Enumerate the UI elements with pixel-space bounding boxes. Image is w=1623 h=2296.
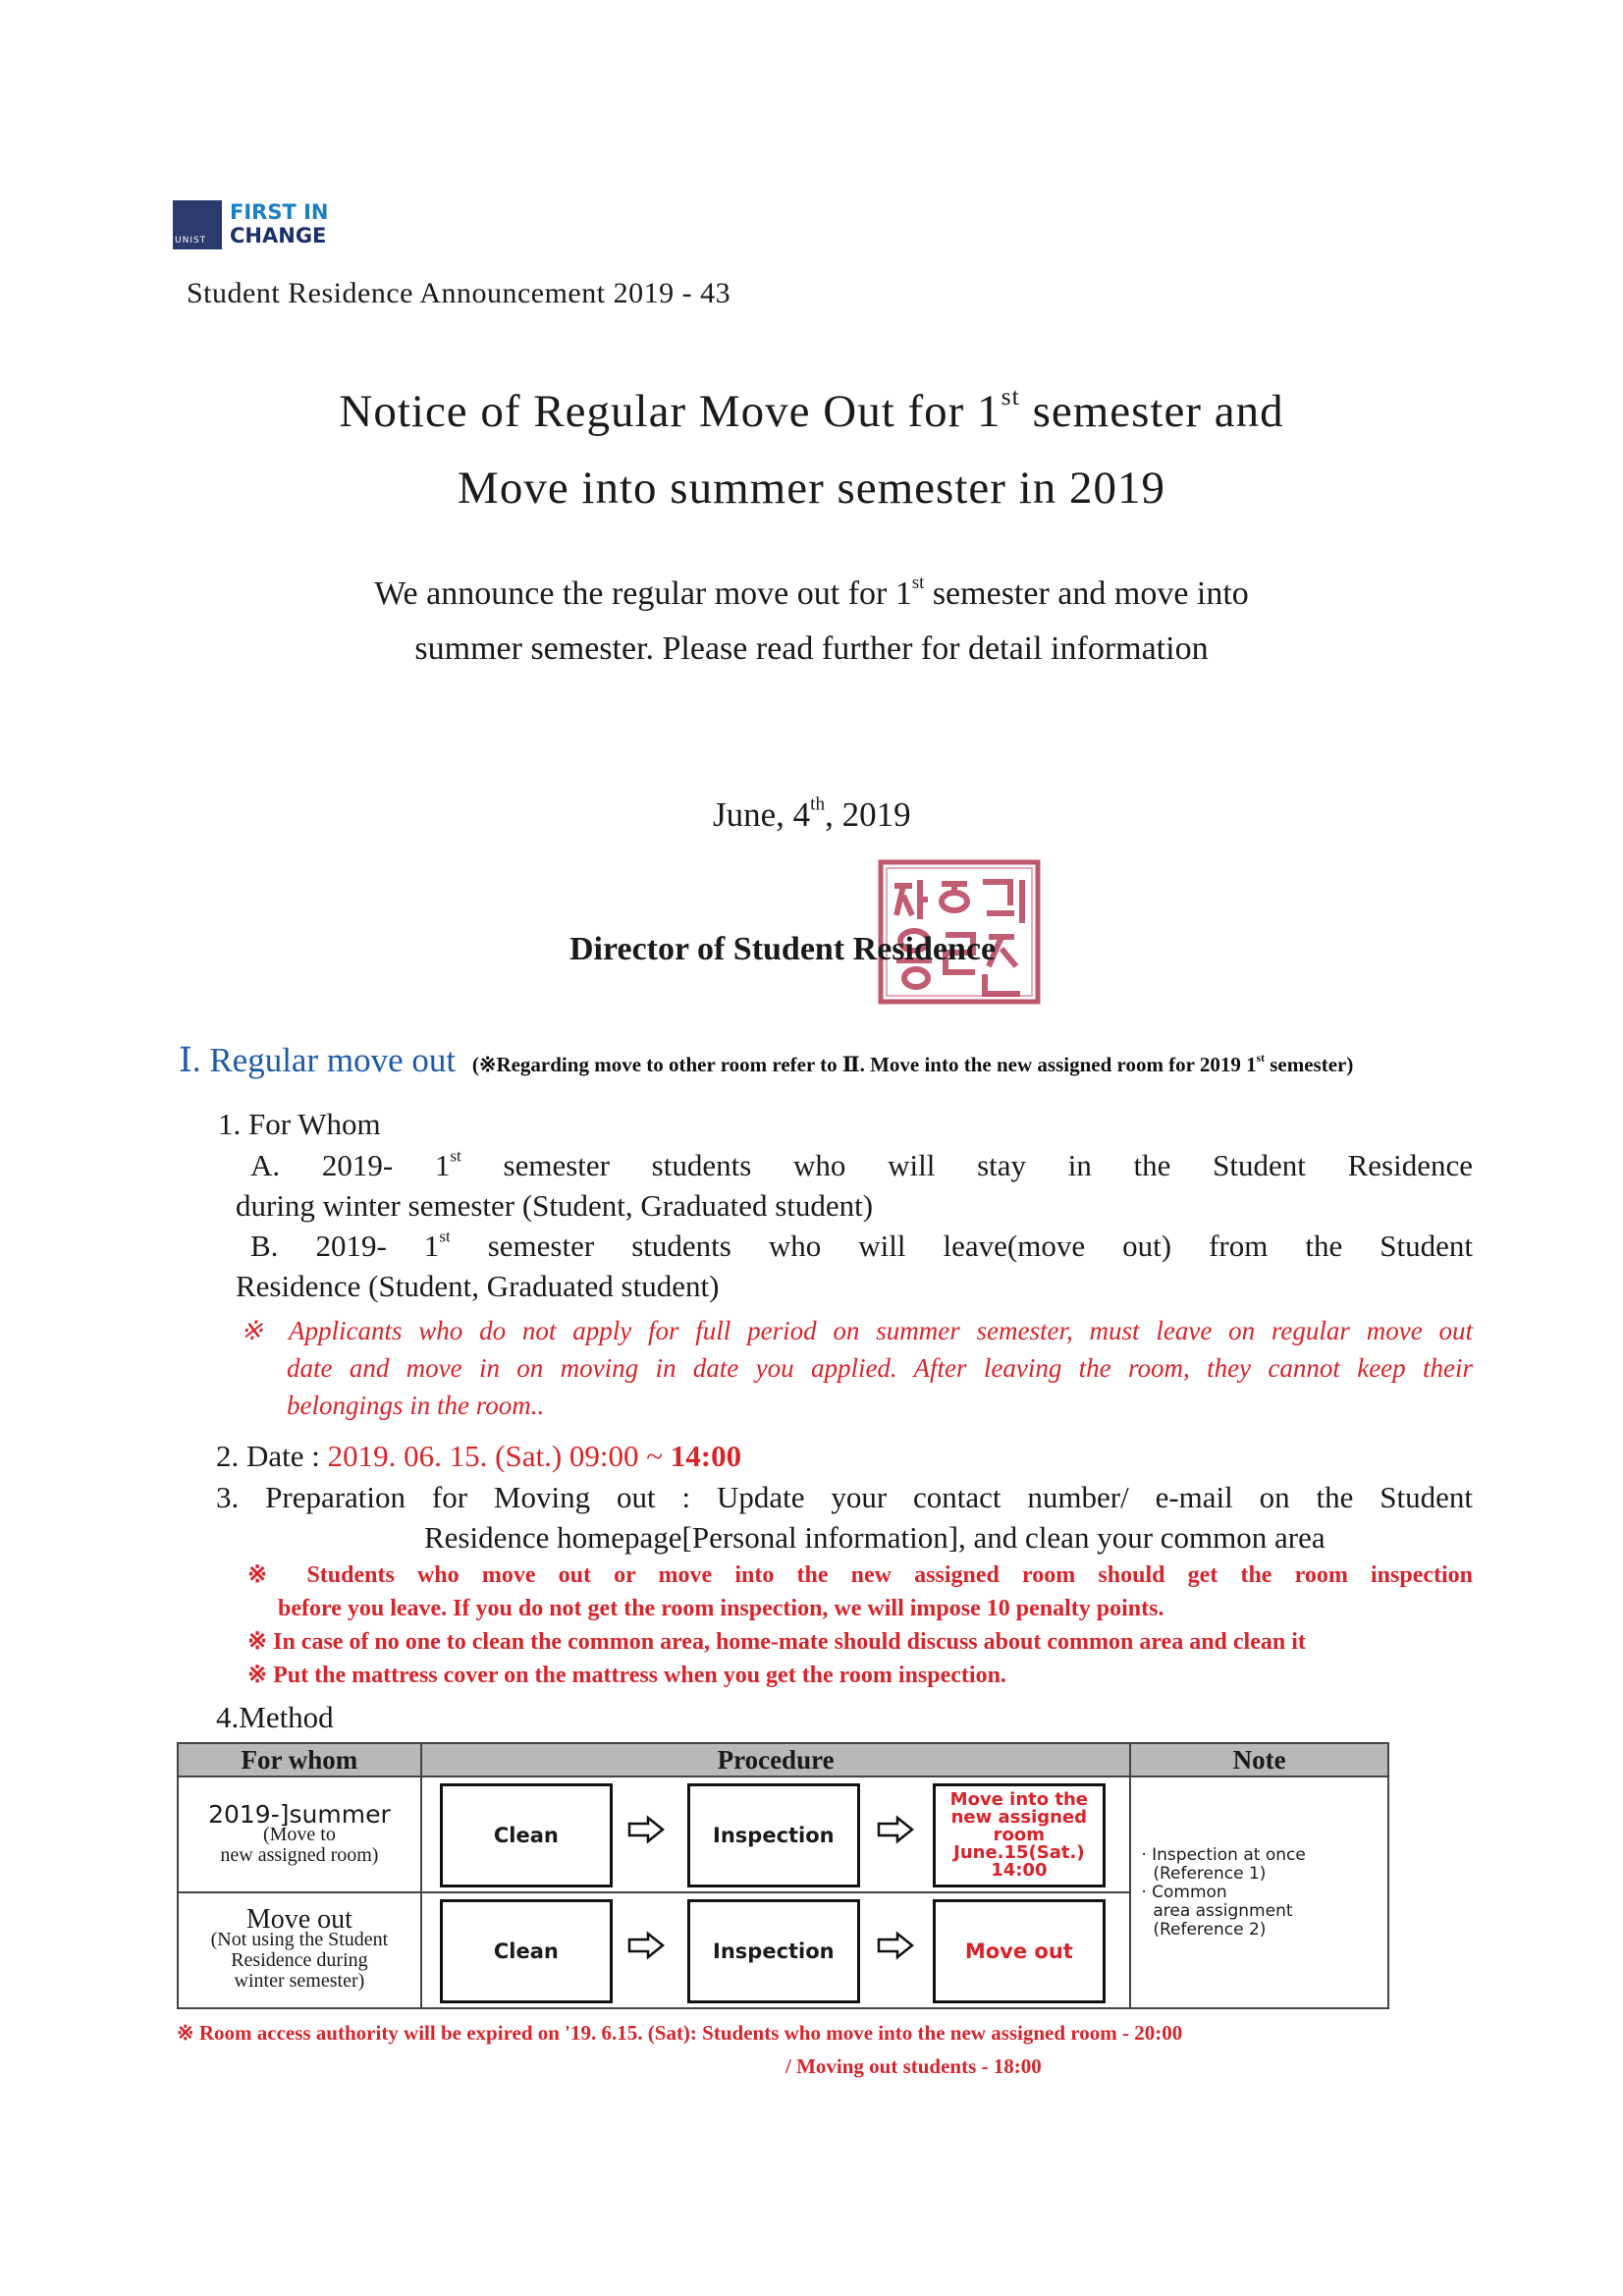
method-table: [177, 1742, 1389, 2009]
announcement-number: Student Residence Announcement 2019 - 43: [187, 277, 731, 309]
intro-line-2: summer semester. Please read further for detail information: [414, 630, 1209, 667]
unist-logo-mark: [173, 200, 222, 249]
mattress-cover-warning: ※ Put the mattress cover on the mattress when you get the room inspection.: [247, 1663, 1006, 1688]
for-whom-a-line-1: A. 2019- 1st semester students who will stay in the Student Residence: [250, 1146, 1473, 1182]
access-expiry-note-line-1: ※ Room access authority will be expired on '19. 6.15. (Sat): Students who move into the new assigned room - 20:00: [177, 2021, 1183, 2045]
applicant-warning-line-2: date and move in on moving in date you applied. After leaving the room, they cannot keep their: [287, 1353, 1473, 1383]
inspection-warning-line-2: before you leave. If you do not get the room inspection, we will impose 10 penalty points.: [278, 1596, 1164, 1621]
move-out-date: 2. Date : 2019. 06. 15. (Sat.) 09:00 ~ 14:00: [216, 1439, 742, 1473]
unist-logo-text: [230, 200, 328, 247]
intro-line-1: We announce the regular move out for 1st semester and move into: [374, 573, 1249, 612]
applicant-warning-line-1: ※ Applicants who do not apply for full period on summer semester, must leave on regular move out: [241, 1316, 1473, 1345]
arrow-right-icon: [626, 1931, 666, 1960]
row1-for-whom: 2019-]summer (Move to new assigned room): [178, 1777, 421, 1892]
header-note: Note: [1130, 1743, 1388, 1777]
method-table-header: [178, 1743, 1388, 1777]
arrow-right-icon: [876, 1931, 915, 1960]
inspection-warning-line-1: ※ Students who move out or move into the new assigned room should get the room inspection: [247, 1562, 1473, 1588]
for-whom-b-line-1: B. 2019- 1st semester students who will leave(move out) from the Student: [250, 1227, 1474, 1263]
row1-step-inspection: Inspection: [687, 1783, 860, 1887]
section-1-heading: [179, 1041, 1353, 1080]
for-whom-a-line-2: during winter semester (Student, Graduated student): [236, 1188, 874, 1223]
common-area-warning: ※ In case of no one to clean the common area, home-mate should discuss about common area and clean it: [247, 1629, 1306, 1655]
header-for-whom: For whom: [178, 1743, 421, 1777]
arrow-right-icon: [626, 1815, 666, 1844]
row2-step-move-out: Move out: [933, 1899, 1106, 2003]
method-heading: 4.Method: [216, 1700, 334, 1734]
section-1-note: (※Regarding move to other room refer to Ⅱ. Move into the new assigned room for 2019 1st semester): [471, 1053, 1354, 1076]
logo-line-2: CHANGE: [230, 224, 327, 247]
preparation-line-1: 3. Preparation for Moving out : Update your contact number/ e-mail on the Student: [216, 1480, 1473, 1514]
arrow-right-icon: [876, 1815, 915, 1844]
row2-step-clean: Clean: [440, 1899, 613, 2003]
page-title-line-1: Notice of Regular Move Out for 1st semester and: [339, 382, 1284, 437]
announcement-date: June, 4th, 2019: [713, 793, 911, 834]
row2-for-whom: Move out (Not using the Student Residence during winter semester): [178, 1892, 421, 2008]
logo-line-1: FIRST IN: [230, 200, 329, 224]
section-1-title: Ⅰ. Regular move out: [179, 1041, 457, 1079]
for-whom-b-line-2: Residence (Student, Graduated student): [236, 1269, 720, 1303]
row1-step-move-into-room: Move into the new assigned room June.15(Sat.) 14:00: [933, 1783, 1106, 1887]
header-procedure: Procedure: [421, 1743, 1130, 1777]
page-title-line-2: Move into summer semester in 2019: [458, 463, 1165, 514]
applicant-warning-line-3: belongings in the room..: [287, 1391, 545, 1420]
row1-step-clean: Clean: [440, 1783, 613, 1887]
for-whom-heading: 1. For Whom: [218, 1107, 381, 1141]
table-row: [178, 1777, 1388, 1892]
row1-procedure: [421, 1777, 1130, 1892]
method-note: · Inspection at once (Reference 1) · Common area assignment (Reference 2): [1130, 1777, 1388, 2008]
row2-procedure: [421, 1892, 1130, 2008]
access-expiry-note-line-2: / Moving out students - 18:00: [785, 2054, 1042, 2078]
logo-mark-text: UNIST: [175, 236, 207, 246]
director-signature: Director of Student Residence: [569, 931, 997, 967]
preparation-line-2: Residence homepage[Personal information], and clean your common area: [424, 1520, 1325, 1555]
row2-step-inspection: Inspection: [687, 1899, 860, 2003]
